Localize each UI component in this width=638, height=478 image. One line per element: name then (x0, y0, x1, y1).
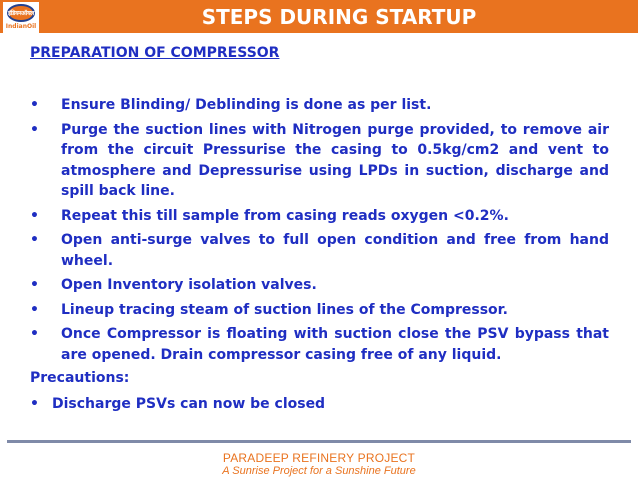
bullet-item (0, 300, 609, 321)
bullet-text: Purge the suction lines with Nitrogen purge provided, to remove air from the circuit Pressurise the casing to 0.5kg/cm2 and vent to atmosphere and Depressurise using LPDs in suction, discharge and spill back line. (61, 121, 609, 199)
bullet-item (0, 120, 609, 202)
bullet-dot: • (30, 277, 39, 293)
logo-badge-icon (7, 4, 35, 22)
bullet-item (0, 230, 609, 271)
bullet-dot: • (30, 97, 39, 113)
bullet-item (0, 275, 609, 296)
bullet-item (0, 324, 609, 365)
precaution-text: Discharge PSVs can now be closed (52, 396, 326, 412)
precaution-item (30, 396, 610, 412)
bullet-text: Ensure Blinding/ Deblinding is done as per list. (61, 97, 432, 113)
bullet-item (0, 206, 609, 227)
bullet-item (0, 95, 609, 116)
bullet-dot: • (30, 121, 39, 138)
slide-title: STEPS DURING STARTUP (201, 5, 477, 29)
precautions-title: Precautions: (30, 370, 130, 386)
bullet-text: Lineup tracing steam of suction lines of the Compressor. (61, 301, 508, 318)
bullet-text: Open Inventory isolation valves. (61, 277, 317, 293)
logo-badge-text: इंडियनऑयल (7, 10, 35, 17)
bullet-text: Repeat this till sample from casing reads oxygen <0.2%. (61, 207, 509, 224)
logo-caption: IndianOil (5, 23, 37, 30)
bullet-text: Once Compressor is floating with suction close the PSV bypass that are opened. Drain compressor casing free of any liquid. (61, 326, 609, 363)
section-title: PREPARATION OF COMPRESSOR (30, 45, 280, 61)
footer-title: PARADEEP REFINERY PROJECT (222, 451, 416, 465)
bullet-dot: • (30, 396, 39, 412)
bullet-dot: • (30, 232, 39, 248)
header-bar (0, 0, 638, 33)
bullet-list (0, 95, 638, 369)
bullet-dot: • (30, 301, 39, 318)
footer-divider (7, 440, 631, 443)
bullet-text: Open anti-surge valves to full open condition and free from hand wheel. (61, 232, 609, 269)
footer-tagline: A Sunrise Project for a Sunshine Future (222, 465, 416, 477)
indianoil-logo (3, 2, 39, 33)
bullet-dot: • (30, 326, 39, 342)
bullet-dot: • (30, 207, 39, 224)
